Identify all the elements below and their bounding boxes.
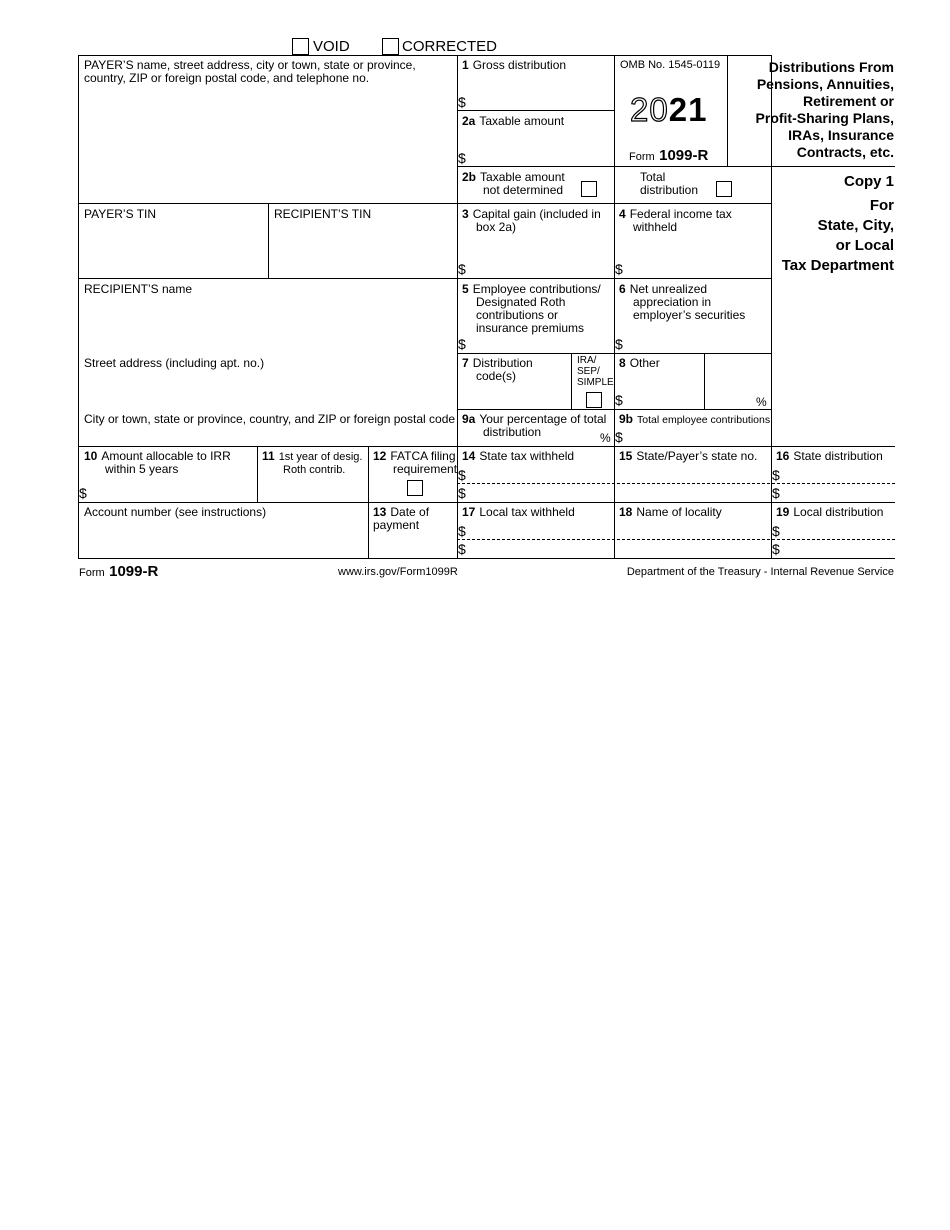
- box6-label: [619, 283, 745, 322]
- line-tin-bottom: [78, 278, 771, 279]
- total-distribution-label: [640, 171, 698, 197]
- line-tin-top: [78, 203, 771, 204]
- copy-line-2: State, City,: [817, 217, 894, 234]
- box12-checkbox[interactable]: [407, 480, 423, 496]
- box13-text-1: Date of: [390, 505, 430, 519]
- box8-text: Other: [629, 356, 660, 370]
- box16-text: State distribution: [793, 449, 883, 463]
- box19-label: [776, 506, 883, 519]
- street-address-label: Street address (including apt. no.): [84, 356, 265, 370]
- total-distribution-checkbox[interactable]: [716, 181, 732, 197]
- footer-form-name: 1099-R: [109, 563, 159, 580]
- box15-label: [619, 450, 757, 463]
- footer-url: www.irs.gov/Form1099R: [338, 566, 458, 578]
- ira-sep-simple-checkbox[interactable]: [586, 392, 602, 408]
- box6-text-3: employer’s securities: [633, 308, 746, 322]
- line-box9-top: [457, 409, 771, 410]
- omb-form-id: [629, 147, 708, 165]
- box14-label: [462, 450, 574, 463]
- box2b-text-2: not determined: [483, 183, 564, 197]
- box11-number: 11: [262, 449, 275, 463]
- title-line-3: Retirement or: [802, 93, 894, 109]
- copy-title: Copy 1: [843, 173, 894, 190]
- divider-tins: [268, 203, 269, 278]
- payer-info-label: PAYER’S name, street address, city or town, state or province, country, ZIP or foreign postal code, and telephone no.: [84, 58, 416, 85]
- divider-omb-title: [727, 55, 728, 166]
- box9b-dollar: $: [615, 429, 623, 445]
- box6-dollar: $: [615, 336, 623, 352]
- box17-label: [462, 506, 575, 519]
- box9b-number: 9b: [619, 412, 634, 426]
- box2b-label: [462, 171, 565, 197]
- copy-line-3: or Local: [835, 237, 894, 254]
- box15-number: 15: [619, 449, 633, 463]
- void-label: VOID: [313, 38, 350, 55]
- box12-label: [373, 450, 457, 476]
- title-line-5: IRAs, Insurance: [788, 127, 894, 143]
- corrected-checkbox[interactable]: [382, 38, 399, 55]
- box1-text: Gross distribution: [472, 58, 567, 72]
- title-line-1: Distributions From: [768, 59, 894, 75]
- line-box1-bottom: [457, 110, 614, 111]
- box4-dollar: $: [615, 261, 623, 277]
- box3-dollar: $: [458, 261, 466, 277]
- box13-text-2: payment: [373, 518, 420, 532]
- box8-dollar: $: [615, 392, 623, 408]
- box6-text-2: appreciation in: [633, 295, 712, 309]
- box8-percent: %: [756, 395, 767, 409]
- box2a-text: Taxable amount: [479, 114, 565, 128]
- tax-year: [630, 92, 707, 128]
- box19-number: 19: [776, 505, 790, 519]
- omb-form-name: 1099-R: [659, 147, 709, 164]
- title-line-4: Profit-Sharing Plans,: [755, 110, 894, 126]
- tax-year-prefix: 20: [630, 91, 669, 128]
- box10-text-1: Amount allocable to IRR: [101, 449, 231, 463]
- divider-box8-pct: [704, 353, 705, 409]
- box3-text-1: Capital gain (included in: [472, 207, 601, 221]
- city-label: City or town, state or province, country, and ZIP or foreign postal code: [84, 412, 456, 426]
- copy-purpose: [782, 196, 894, 276]
- box1-dollar: $: [458, 94, 466, 110]
- box17-dollar-2: $: [458, 541, 466, 557]
- box7-text-2: code(s): [476, 369, 517, 383]
- recipient-tin-label: RECIPIENT’S TIN: [274, 207, 372, 221]
- box9a-text-1: Your percentage of total: [479, 412, 607, 426]
- box2b-text-1: Taxable amount: [480, 170, 565, 184]
- box10-label: [84, 450, 231, 476]
- line-copy-top: [771, 166, 895, 167]
- form-left-border: [78, 55, 79, 558]
- box1-number: 1: [462, 58, 469, 72]
- box7-label: [462, 357, 533, 383]
- box13-number: 13: [373, 505, 387, 519]
- box6-text-1: Net unrealized: [629, 282, 708, 296]
- box4-text-2: withheld: [633, 220, 678, 234]
- box2a-label: [462, 115, 564, 128]
- box11-label: [262, 450, 362, 477]
- box4-label: [619, 208, 732, 234]
- box16-dollar-2: $: [772, 485, 780, 501]
- footer-form-id: [79, 563, 158, 581]
- box18-number: 18: [619, 505, 633, 519]
- dashed-line-state: [457, 483, 895, 484]
- box18-text: Name of locality: [636, 505, 722, 519]
- copy-line-4: Tax Department: [781, 257, 894, 274]
- box5-dollar: $: [458, 336, 466, 352]
- box3-label: [462, 208, 601, 234]
- box8-label: [619, 357, 660, 370]
- line-row1-bottom: [457, 166, 771, 167]
- recipient-name-label: RECIPIENT’S name: [84, 282, 193, 296]
- box9a-label: [462, 413, 606, 439]
- payer-tin-label: PAYER’S TIN: [84, 207, 157, 221]
- box2a-dollar: $: [458, 150, 466, 166]
- line-box10-top: [78, 446, 895, 447]
- box17-text: Local tax withheld: [479, 505, 575, 519]
- box4-number: 4: [619, 207, 626, 221]
- box14-number: 14: [462, 449, 476, 463]
- box14-dollar-1: $: [458, 467, 466, 483]
- box9b-label: [619, 413, 770, 427]
- box10-dollar: $: [79, 485, 87, 501]
- corrected-label: CORRECTED: [402, 38, 498, 55]
- box18-label: [619, 506, 722, 519]
- box9a-number: 9a: [462, 412, 476, 426]
- ira-line-1: IRA/: [577, 355, 597, 366]
- box10-number: 10: [84, 449, 98, 463]
- box19-dollar-2: $: [772, 541, 780, 557]
- box11-text-1: 1st year of desig.: [278, 451, 363, 463]
- box10-text-2: within 5 years: [105, 462, 179, 476]
- box9a-text-2: distribution: [483, 425, 542, 439]
- box15-text: State/Payer’s state no.: [636, 449, 758, 463]
- ira-line-3: SIMPLE: [577, 377, 614, 388]
- omb-number: OMB No. 1545-0119: [620, 59, 721, 71]
- box16-number: 16: [776, 449, 790, 463]
- box1-label: [462, 59, 566, 72]
- ira-line-2: SEP/: [577, 366, 600, 377]
- box5-text-4: insurance premiums: [476, 321, 585, 335]
- total-distribution-text-1: Total: [640, 170, 666, 184]
- form-top-border: [78, 55, 771, 56]
- box14-text: State tax withheld: [479, 449, 575, 463]
- box4-text-1: Federal income tax: [629, 207, 732, 221]
- box16-label: [776, 450, 883, 463]
- box12-text-2: requirement: [393, 462, 458, 476]
- account-number-label: Account number (see instructions): [84, 505, 267, 519]
- form-title: [756, 59, 894, 161]
- box9b-text: Total employee contributions: [637, 414, 771, 426]
- box5-text-2: Designated Roth: [476, 295, 566, 309]
- footer-form-prefix: Form: [79, 567, 105, 579]
- box13-label: [373, 506, 429, 532]
- box5-label: [462, 283, 601, 335]
- line-box7-top: [457, 353, 771, 354]
- dashed-line-local: [457, 539, 895, 540]
- title-line-6: Contracts, etc.: [796, 144, 894, 160]
- total-distribution-text-2: distribution: [640, 183, 699, 197]
- box5-number: 5: [462, 282, 469, 296]
- box6-number: 6: [619, 282, 626, 296]
- box9a-percent: %: [600, 431, 611, 445]
- form-bottom-border: [78, 558, 895, 559]
- box3-text-2: box 2a): [476, 220, 517, 234]
- box2b-checkbox[interactable]: [581, 181, 597, 197]
- box19-text: Local distribution: [793, 505, 884, 519]
- box11-text-2: Roth contrib.: [283, 464, 346, 476]
- copy-line-1: For: [869, 197, 894, 214]
- box7-text-1: Distribution: [472, 356, 533, 370]
- box3-number: 3: [462, 207, 469, 221]
- omb-form-prefix: Form: [629, 151, 655, 163]
- box2a-number: 2a: [462, 114, 476, 128]
- box17-dollar-1: $: [458, 523, 466, 539]
- ira-sep-simple-label: [577, 355, 614, 388]
- box14-dollar-2: $: [458, 485, 466, 501]
- title-line-2: Pensions, Annuities,: [756, 76, 894, 92]
- divider-ira: [571, 353, 572, 409]
- box19-dollar-1: $: [772, 523, 780, 539]
- box17-number: 17: [462, 505, 476, 519]
- footer-department: Department of the Treasury - Internal Revenue Service: [626, 566, 894, 578]
- box12-text-1: FATCA filing: [390, 449, 456, 463]
- box5-text-1: Employee contributions/: [472, 282, 601, 296]
- box7-number: 7: [462, 356, 469, 370]
- line-account-top: [78, 502, 895, 503]
- tax-year-suffix: 21: [668, 91, 708, 128]
- divider-box10-11: [257, 446, 258, 502]
- box2b-number: 2b: [462, 170, 477, 184]
- box5-text-3: contributions or: [476, 308, 559, 322]
- box16-dollar-1: $: [772, 467, 780, 483]
- box12-number: 12: [373, 449, 387, 463]
- box8-number: 8: [619, 356, 626, 370]
- void-checkbox[interactable]: [292, 38, 309, 55]
